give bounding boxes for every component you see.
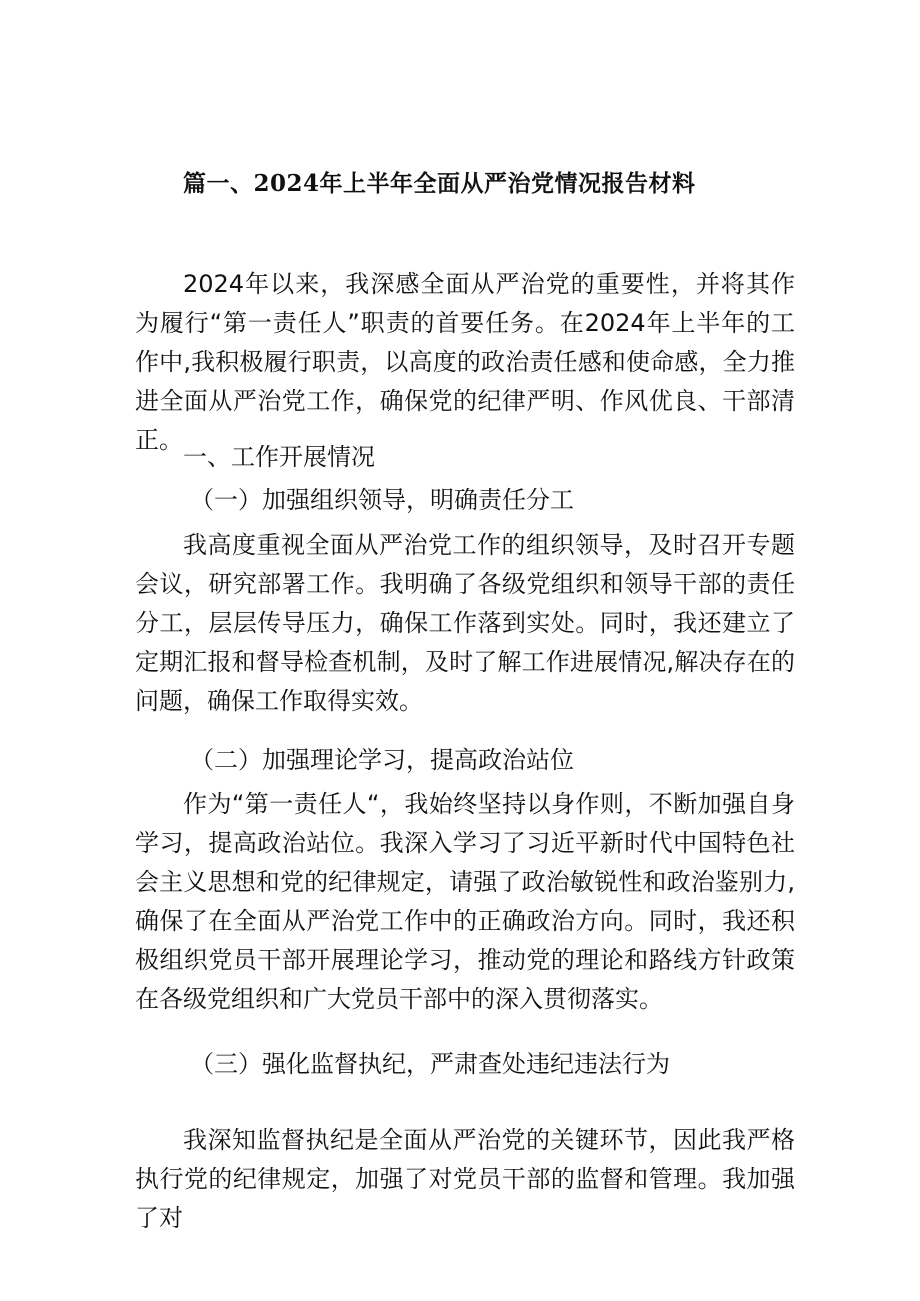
subsection-2-paragraph: 作为“第一责任人“，我始终坚持以身作则，不断加强自身学习，提高政治站位。我深入学习了习近平新时代中国特色社会主义思想和党的纪律规定，请强了政治敏锐性和政治鉴别力,确保了在全面从严治党工作中的正确政治方向。同时，我还积极组织党员干部开展理论学习，推动党的理论和路线方针政策在各级党组织和广大党员干部中的深入贯彻落实。 [135, 790, 795, 1013]
subsection-1-paragraph: 我高度重视全面从严治党工作的组织领导，及时召开专题会议，研究部署工作。我明确了各级党组织和领导干部的责任分工，层层传导压力，确保工作落到实处。同时，我还建立了定期汇报和督导检查机制，及时了解工作进展情况,解决存在的问题，确保工作取得实效。 [135, 531, 795, 715]
subsection-heading-2: （二）加强理论学习，提高政治站位 [190, 746, 574, 774]
document-title: 篇一、2024年上半年全面从严治党情况报告材料 [183, 170, 696, 197]
section-heading-work-status: 一、工作开展情况 [183, 443, 375, 471]
subsection-heading-1: （一）加强组织领导，明确责任分工 [190, 486, 574, 514]
subsection-heading-3: （三）强化监督执纪，严肃查处违纪违法行为 [190, 1050, 670, 1078]
subsection-3-paragraph: 我深知监督执纪是全面从严治党的关键环节，因此我严格执行党的纪律规定，加强了对党员干部的监督和管理。我加强了对 [135, 1126, 795, 1232]
intro-paragraph: 2024年以来，我深感全面从严治党的重要性，并将其作为履行“第一责任人”职责的首要任务。在2024年上半年的工作中,我积极履行职责，以高度的政治责任感和使命感，全力推进全面从严治党工作，确保党的纪律严明、作风优良、干部清正。 [135, 270, 795, 454]
